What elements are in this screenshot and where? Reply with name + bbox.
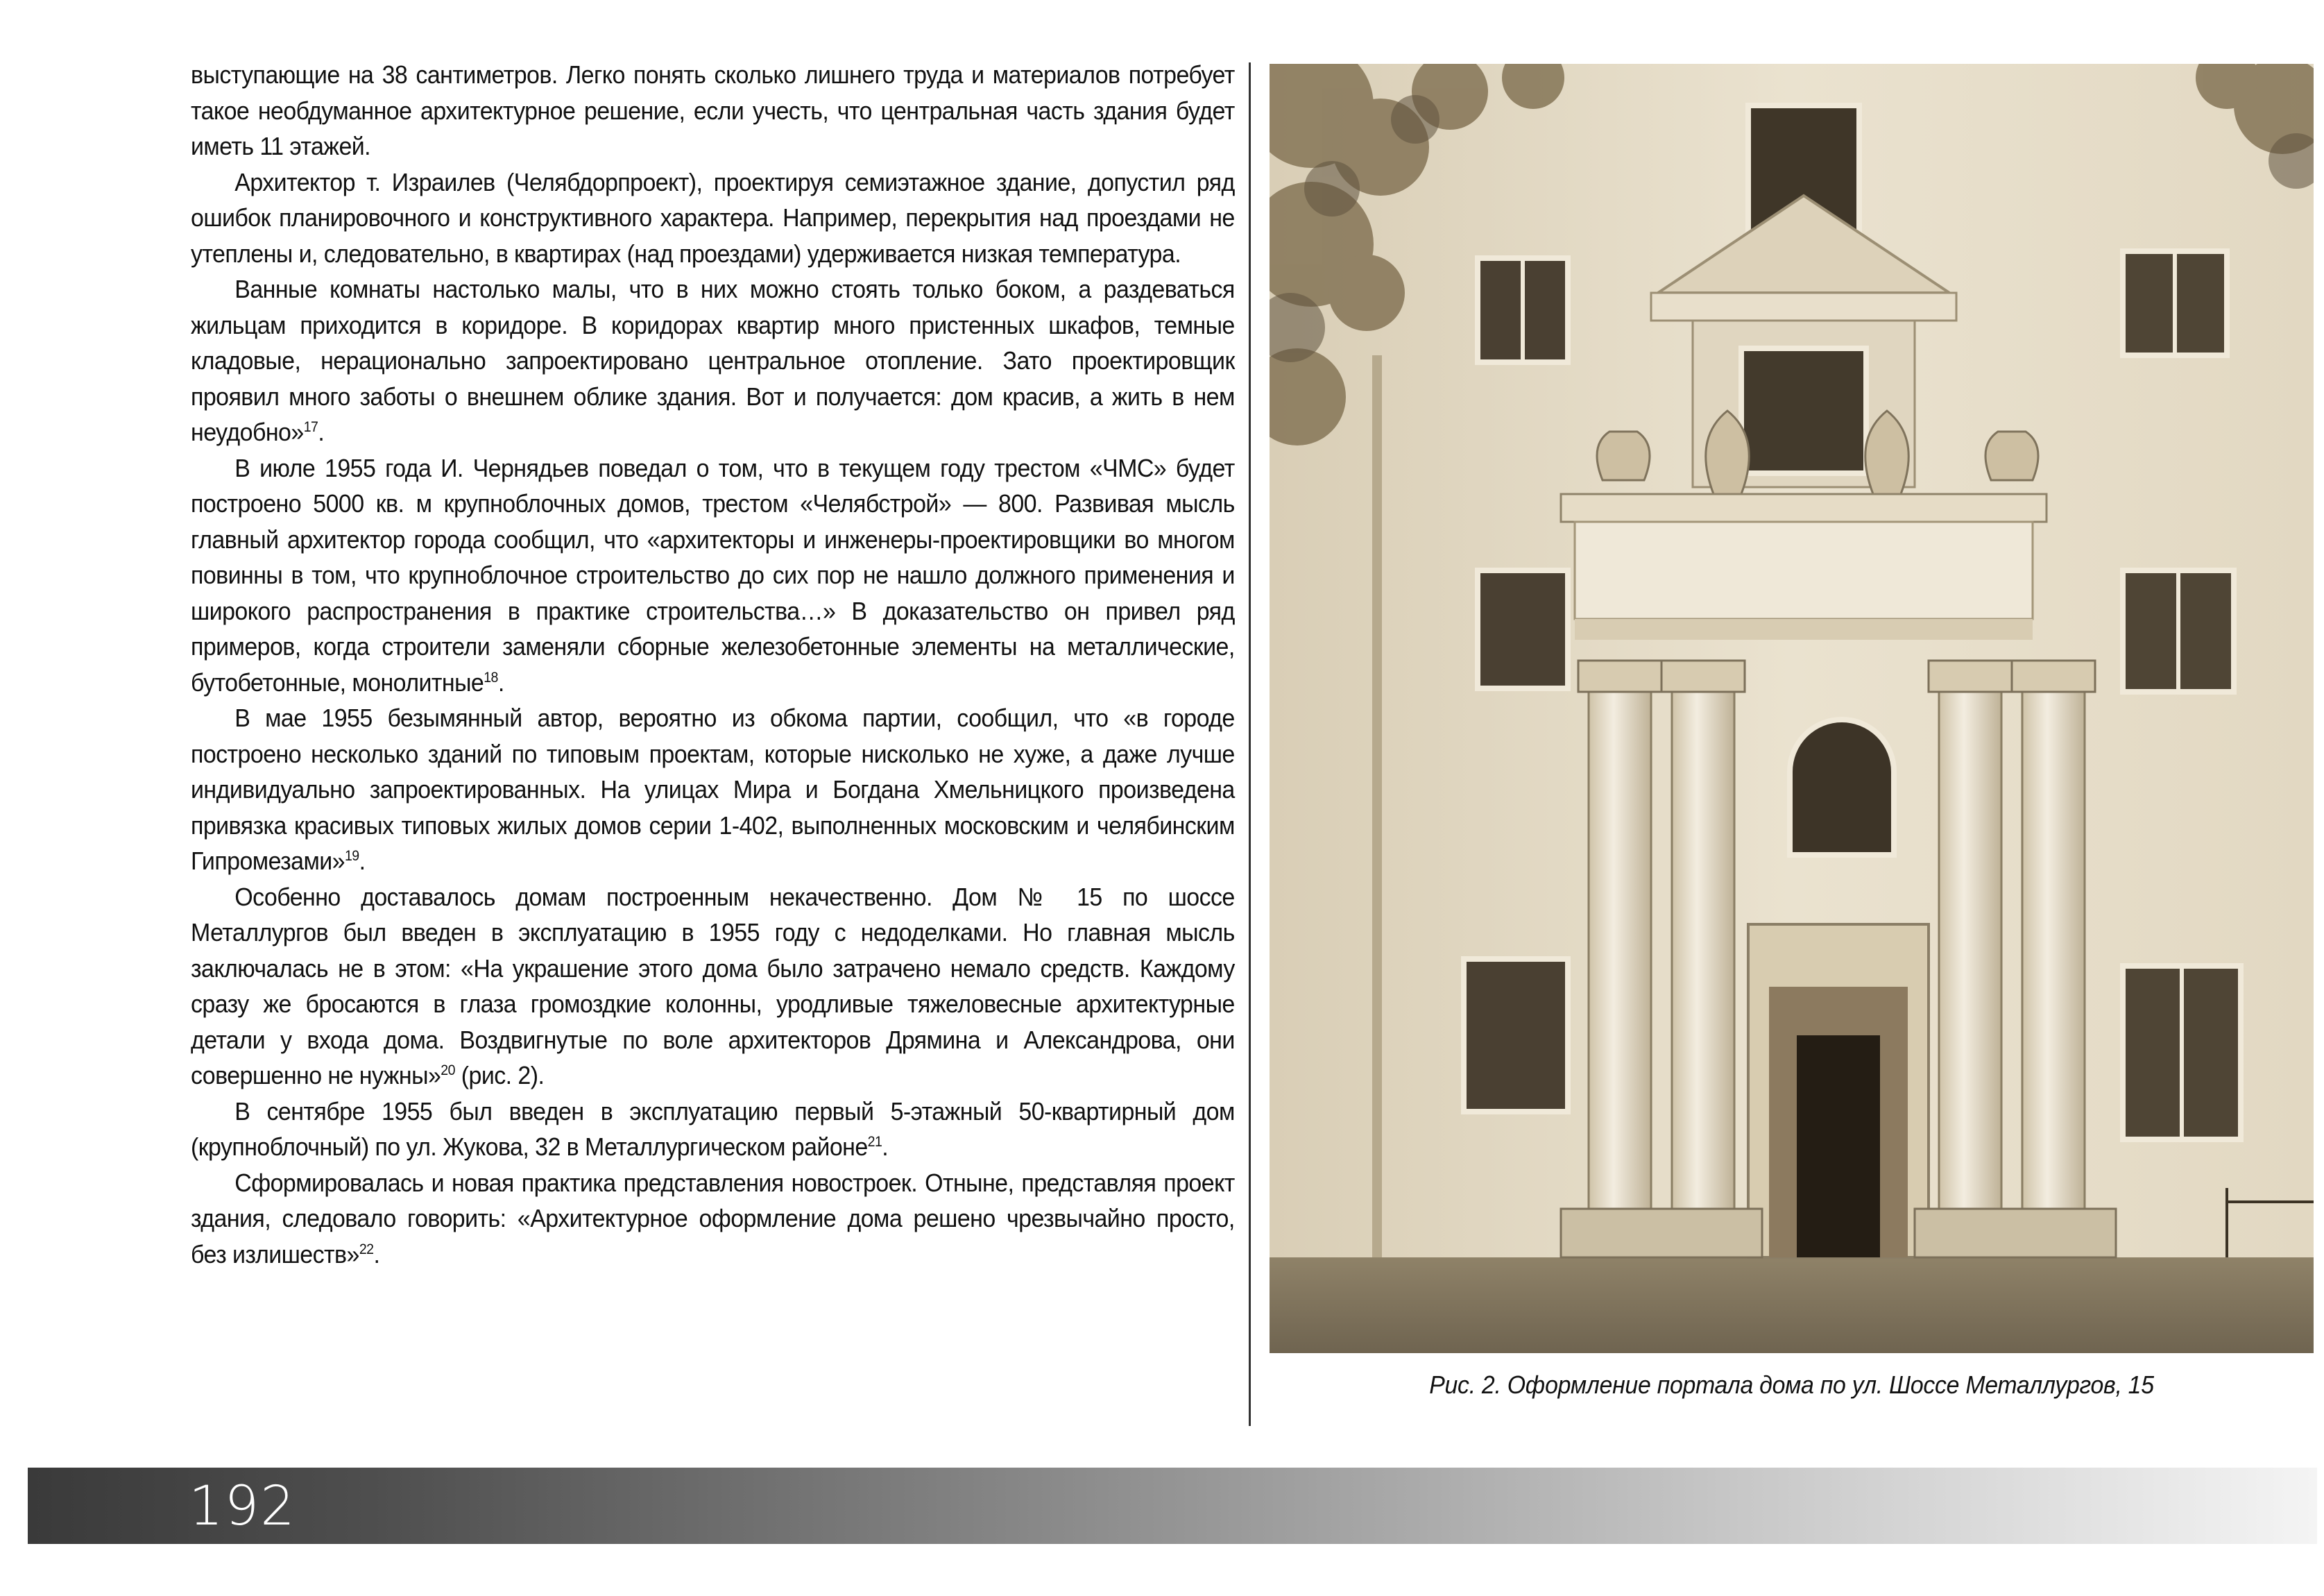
- footnote-ref[interactable]: 18: [484, 669, 498, 686]
- footnote-ref[interactable]: 22: [359, 1241, 374, 1257]
- paragraph: Особенно доставалось домам построенным некачественно. Дом № 15 по шоссе Металлургов был введен в эксплуатацию в 1955 году с недоделками. Но главная мысль заключалась не в этом: «На украшение этого дома было затрачено немало средств. Каждому сразу же бросаются в глаза громоздкие колонны, уродливые тяжеловесные архитектурные детали у входа дома. Воздвигнутые по воле архитекторов Дрямина и Александрова, они совершенно не нужны»$^{20}$ (рис. 2).: [191, 882, 1235, 1089]
- figure-caption: Рис. 2. Оформление портала дома по ул. Шоссе Металлургов, 15: [1429, 1370, 2154, 1399]
- footnote-ref[interactable]: 21: [867, 1133, 882, 1150]
- page-number: 192: [189, 1475, 296, 1538]
- footnote-ref[interactable]: 17: [303, 418, 318, 435]
- paragraph: выступающие на 38 сантиметров. Легко понять сколько лишнего труда и материалов потребует такое необдуманное архитектурное решение, если учесть, что центральная часть здания будет иметь 11 этажей.: [191, 60, 1235, 160]
- paragraph: Сформировалась и новая практика представления новостроек. Отныне, представляя проект здания, следовало говорить: «Архитектурное оформление дома решено чрезвычайно просто, без излишеств»$^{22}$.: [191, 1168, 1235, 1268]
- footnote-ref[interactable]: 19: [344, 847, 359, 864]
- paragraph: Архитектор т. Израилев (Челябдорпроект), проектируя семиэтажное здание, допустил ряд ошибок планировочного и конструктивного характера. Например, перекрытия над проездами не утеплены и, следовательно, в квартирах (над проездами) удерживается низкая температура.: [191, 167, 1235, 268]
- paragraph: Ванные комнаты настолько малы, что в них можно стоять только боком, а раздеваться жильцам приходится в коридоре. В коридорах квартир много пристенных шкафов, темные кладовые, нерационально запроектировано центральное отопление. Зато проектировщик проявил много заботы о внешнем облике здания. Вот и получается: дом красив, а жить в нем неудобно»$^{17}$.: [191, 275, 1235, 446]
- paragraph: В июле 1955 года И. Чернядьев поведал о том, что в текущем году трестом «ЧМС» будет построено 5000 кв. м крупноблочных домов, трестом «Челябстрой» — 800. Развивая мысль главный архитектор города сообщил, что «архитекторы и инженеры-проектировщики во многом повинны в том, что крупноблочное строительство до сих пор не нашло должного применения и широкого распространения в практике строительства…» В доказательство он привел ряд примеров, когда строители заменяли сборные железобетонные элементы на металлические, бутобетонные, монолитные$^{18}$.: [191, 453, 1235, 697]
- paragraph: В сентябре 1955 был введен в эксплуатацию первый 5-этажный 50-квартирный дом (крупноблочный) по ул. Жукова, 32 в Металлургическом районе$^{21}$.: [191, 1096, 1235, 1161]
- footer-bar: [28, 1468, 2317, 1544]
- footnote-ref[interactable]: 20: [441, 1062, 455, 1078]
- building-portal-photo: [1270, 64, 2314, 1353]
- paragraph: В мае 1955 безымянный автор, вероятно из обкома партии, сообщил, что «в городе построено несколько зданий по типовым проектам, которые нисколько не хуже, а даже лучше индивидуально запроектированных. На улицах Мира и Богдана Хмельницкого произведена привязка красивых типовых жилых домов серии 1-402, выполненных московским и челябинским Гипромезами»$^{19}$.: [191, 704, 1235, 875]
- body-text: [191, 57, 1235, 1272]
- column-divider: [1249, 62, 1251, 1426]
